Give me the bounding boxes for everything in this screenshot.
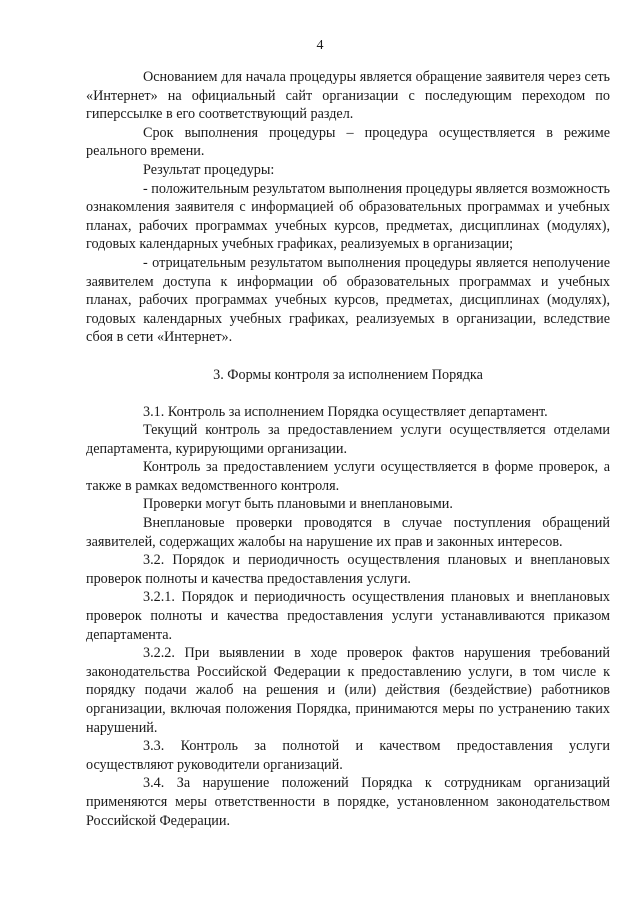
paragraph-negative-result: - отрицательным результатом выполнения процедуры является неполучение заявителем доступа к информации об образовательных программах и учебных планах, рабочих программах учебных курсов, предметах, дисциплинах (модулях), годовых календарных учебных графиках, реализуемых в организации, вследствие сбоя в сети «Интернет». [86,254,610,346]
paragraph-3-2-2: 3.2.2. При выявлении в ходе проверок фактов нарушения требований законодательства Российской Федерации к предоставлению услуги, в том числе к порядку подачи жалоб на решения и (или) действия (бездействие) работников организации, включая положения Порядка, принимаются меры по устранению таких нарушений. [86,645,610,736]
paragraph-result-label: Результат процедуры: [143,161,275,178]
paragraph-3-1: 3.1. Контроль за исполнением Порядка осуществляет департамент. [143,403,548,420]
section-heading: 3. Формы контроля за исполнением Порядка [213,366,483,383]
paragraph-current-control: Текущий контроль за предоставлением услуги осуществляется отделами департамента, курирующими организации. [86,422,610,457]
paragraph-3-3: 3.3. Контроль за полнотой и качеством предоставления услуги осуществляют руководители организаций. [86,738,610,773]
paragraph-inspection-types: Проверки могут быть плановыми и внеплановыми. [143,496,453,513]
paragraph-3-2: 3.2. Порядок и периодичность осуществления плановых и внеплановых проверок полноты и качества предоставления услуги. [86,552,610,587]
paragraph-deadline: Срок выполнения процедуры – процедура осуществляется в режиме реального времени. [86,124,610,160]
paragraph-basis: Основанием для начала процедуры является обращение заявителя через сеть «Интернет» на официальный сайт организации с последующим переходом по гиперссылке в его соответствующий раздел. [86,69,610,123]
paragraph-3-2-1: 3.2.1. Порядок и периодичность осуществления плановых и внеплановых проверок полноты и качества предоставления услуги устанавливаются приказом департамента. [86,589,610,643]
paragraph-3-4: 3.4. За нарушение положений Порядка к сотрудникам организаций применяются меры ответственности в порядке, установленном законодательством Российской Федерации. [86,775,610,829]
paragraph-unscheduled: Внеплановые проверки проводятся в случае поступления обращений заявителей, содержащих жалобы на нарушение их прав и законных интересов. [86,515,610,550]
paragraph-positive-result: - положительным результатом выполнения процедуры является возможность ознакомления заявителя с информацией об образовательных программах и учебных планах, рабочих программах учебных курсов, предметах, дисциплинах (модулях), годовых календарных учебных графиках, реализуемых в организации; [86,180,610,253]
paragraph-control-form: Контроль за предоставлением услуги осуществляется в форме проверок, а также в рамках ведомственного контроля. [86,459,610,494]
page-number: 4 [316,38,324,53]
document-body [86,68,610,830]
